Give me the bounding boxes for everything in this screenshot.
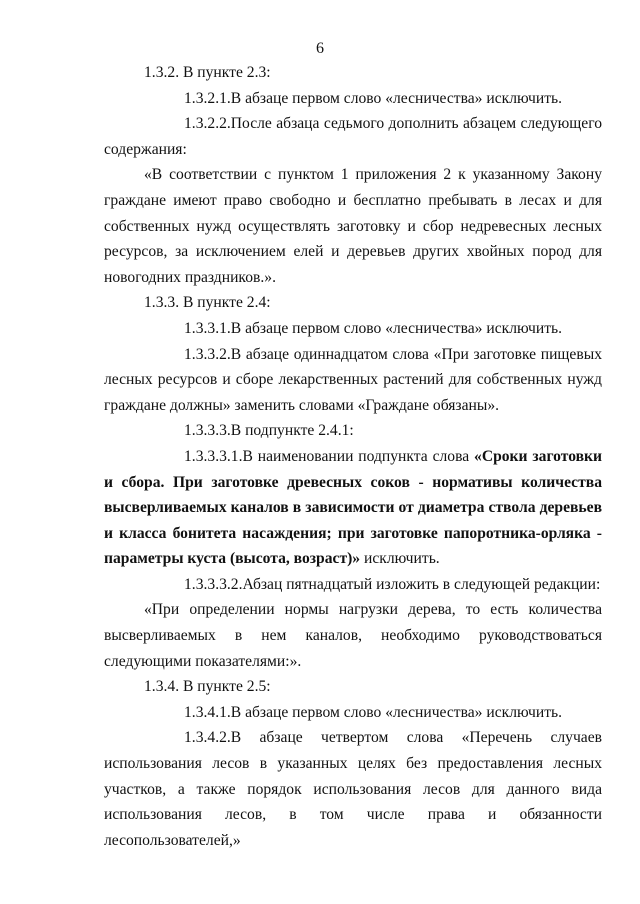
item-number: 1.3.2.1. (184, 89, 231, 107)
paragraph-text: В абзаце первом слово «лесничества» исключить. (230, 319, 563, 337)
item-number: 1.3.3.3.1. (184, 447, 243, 465)
paragraph-text: В наименовании подпункта слова (242, 447, 475, 465)
paragraph-text: «При определении нормы нагрузки дерева, то есть количества высверливаемых в нем каналов, необходимо руководствоваться следующими показателями:». (104, 601, 602, 670)
item-number: 1.3.3.3.2. (184, 575, 243, 593)
paragraph-text: «В соответствии с пунктом 1 приложения 2 к указанному Закону граждане имеют право свободно и бесплатно пребывать в лесах и для собственных нужд осуществлять заготовку и сбор недревесных лесных ресурсов, за исключением елей и деревьев других хвойных пород для новогодних праздников.». (104, 166, 602, 286)
paragraph-text: После абзаца седьмого дополнить абзацем следующего содержания: (104, 115, 602, 158)
paragraph-text: В абзаце первом слово «лесничества» исключить. (230, 703, 563, 721)
paragraph-1-3-3-2 (104, 342, 602, 419)
paragraph-text: В абзаце одиннадцатом слова «При заготовке пищевых лесных ресурсов и сборе лекарственных растений для собственных нужд граждане должны» заменить словами «Граждане обязаны». (104, 345, 602, 414)
paragraph-text: Абзац пятнадцатый изложить в следующей редакции: (242, 575, 601, 593)
item-number: 1.3.3.3. (184, 422, 231, 440)
bold-quoted-text: «Сроки заготовки и сбора. При заготовке древесных соков - нормативы количества высверливаемых каналов в зависимости от диаметра ствола деревьев и класса бонитета насаждения; при заготовке папоротника-орляка - параметры куста (высота, возраст)» (104, 447, 603, 568)
paragraph-text: 1.3.3. В пункте 2.4: (144, 294, 271, 312)
paragraph-text: В абзаце четвертом слова «Перечень случаев использования лесов в указанных целях без предоставления лесных участков, а также порядок использования лесов для данного вида использования лесов, в том числе права и обязанности лесопользователей,» (104, 729, 602, 849)
paragraph-1-3-3-3-2 (104, 572, 602, 598)
paragraph-1-3-2-2 (104, 111, 602, 162)
item-number: 1.3.4.1. (184, 703, 231, 721)
paragraph-1-3-3-3-1 (104, 444, 602, 572)
page-number: 6 (316, 40, 324, 57)
document-body (104, 60, 602, 853)
paragraph-text: 1.3.4. В пункте 2.5: (144, 678, 271, 696)
paragraph-1-3-4-2 (104, 725, 602, 853)
item-number: 1.3.2.2. (184, 115, 231, 133)
paragraph-1-3-2-1 (104, 86, 602, 112)
item-number: 1.3.3.1. (184, 319, 231, 337)
quoted-new-wording-paragraph (104, 597, 602, 674)
paragraph-1-3-3 (104, 290, 602, 316)
item-number: 1.3.3.2. (184, 345, 231, 363)
paragraph-text: В подпункте 2.4.1: (230, 422, 354, 440)
paragraph-text: В абзаце первом слово «лесничества» исключить. (230, 89, 563, 107)
paragraph-text: исключить. (360, 550, 440, 568)
paragraph-1-3-3-3 (104, 418, 602, 444)
item-number: 1.3.4.2. (184, 729, 231, 747)
paragraph-1-3-3-1 (104, 316, 602, 342)
paragraph-text: 1.3.2. В пункте 2.3: (144, 64, 271, 81)
paragraph-1-3-4 (104, 674, 602, 700)
paragraph-1-3-2 (104, 60, 602, 86)
paragraph-1-3-4-1 (104, 700, 602, 726)
quoted-insert-paragraph (104, 162, 602, 290)
